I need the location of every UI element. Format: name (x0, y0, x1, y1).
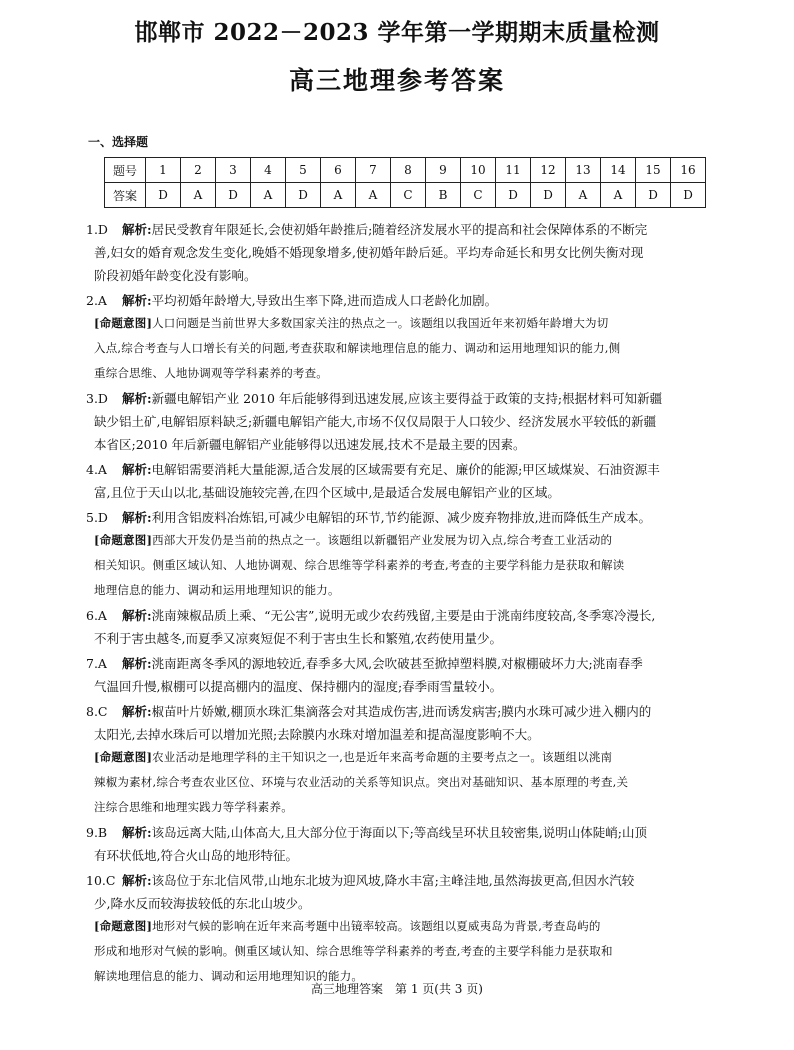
question-answer-label: 8.C (86, 704, 108, 719)
intent-text (86, 362, 716, 385)
answer-cell: D (671, 183, 706, 208)
answer-cell: A (566, 183, 601, 208)
question-number-cell: 16 (671, 158, 706, 183)
question-answer-label: 7.A (86, 656, 107, 671)
answer-item (86, 604, 716, 650)
intent-tag: [命题意图] (94, 533, 153, 547)
answer-cell: D (216, 183, 251, 208)
intent-line: 人口问题是当前世界大多数国家关注的热点之一。该题组以我国近年来初婚年龄增大为切 (152, 316, 609, 330)
section-heading: 一、选择题 (88, 135, 149, 149)
answer-cell: A (356, 183, 391, 208)
question-answer-label: 9.B (86, 825, 108, 840)
analysis-keyword: 解析: (122, 704, 152, 719)
analysis-keyword: 解析: (122, 656, 152, 671)
intent-line: 地理信息的能力、调动和运用地理知识的能力。 (94, 583, 340, 597)
answer-cell: A (181, 183, 216, 208)
answer-cell: C (391, 183, 426, 208)
question-number-cell: 5 (286, 158, 321, 183)
answer-item (86, 652, 716, 698)
question-number-cell: 10 (461, 158, 496, 183)
analysis-keyword: 解析: (122, 873, 152, 888)
analysis-text: 平均初婚年龄增大,导致出生率下降,进而造成人口老龄化加剧。 (151, 293, 498, 308)
question-answer-label: 5.D (86, 510, 108, 525)
analysis-text: 利用含铝废料冶炼铝,可减少电解铝的环节,节约能源、减少废弃物排放,进而降低生产成本。 (151, 510, 652, 525)
document-subtitle: 高三地理参考答案 (288, 66, 505, 95)
question-answer-label: 6.A (86, 608, 107, 623)
answer-item-first-line (86, 604, 716, 627)
analysis-text: 居民受教育年限延长,会使初婚年龄推后;随着经济发展水平的提高和社会保障体系的不断完 (151, 222, 648, 237)
answer-item-first-line (86, 387, 716, 410)
intent-line: 辣椒为素材,综合考查农业区位、环境与农业活动的关系等知识点。突出对基础知识、基本原理的考查,关 (94, 775, 629, 789)
answer-table-answer-row (105, 183, 706, 208)
answer-item-first-line (86, 218, 716, 241)
answer-cell: A (251, 183, 286, 208)
question-number-cell: 4 (251, 158, 286, 183)
answer-table-number-head: 题号 (105, 158, 146, 183)
analysis-keyword: 解析: (122, 462, 152, 477)
question-number-cell: 15 (636, 158, 671, 183)
question-number-cell: 6 (321, 158, 356, 183)
intent-text (86, 915, 716, 938)
analysis-text: 新疆电解铝产业 2010 年后能够得到迅速发展,应该主要得益于政策的支持;根据材料可知新疆 (151, 391, 663, 406)
page-footer: 高三地理答案 第 1 页(共 3 页) (311, 982, 483, 996)
analysis-keyword: 解析: (122, 510, 152, 525)
answer-item-first-line (86, 821, 716, 844)
analysis-text: 阶段初婚年龄变化没有影响。 (94, 268, 257, 283)
answer-item (86, 458, 716, 504)
intent-tag: [命题意图] (94, 316, 153, 330)
answer-item (86, 218, 716, 287)
intent-line: 重综合思维、人地协调观等学科素养的考查。 (94, 366, 328, 380)
answer-item-first-line (86, 506, 716, 529)
analysis-text: 缺少铝土矿,电解铝原料缺乏;新疆电解铝产能大,市场不仅仅局限于人口较少、经济发展水平较低的新疆 (94, 414, 657, 429)
question-number-cell: 8 (391, 158, 426, 183)
analysis-text: 气温回升慢,椒棚可以提高棚内的温度、保持棚内的湿度;春季雨雪量较小。 (94, 679, 503, 694)
intent-text (86, 940, 716, 963)
analysis-keyword: 解析: (122, 608, 152, 623)
analysis-text: 洮南距离冬季风的源地较近,春季多大风,会吹破甚至掀掉塑料膜,对椒棚破坏力大;洮南春季 (151, 656, 643, 671)
question-number-cell: 13 (566, 158, 601, 183)
answer-item (86, 387, 716, 456)
answer-item (86, 700, 716, 819)
analysis-text: 有环状低地,符合火山岛的地形特征。 (94, 848, 298, 863)
answer-cell: D (146, 183, 181, 208)
analysis-text: 该岛位于东北信风带,山地东北坡为迎风坡,降水丰富;主峰洼地,虽然海拔更高,但因水汽较 (151, 873, 635, 888)
question-number-cell: 12 (531, 158, 566, 183)
answer-table-number-row (105, 158, 706, 183)
answer-item (86, 821, 716, 867)
analysis-text: 椒苗叶片娇嫩,棚顶水珠汇集滴落会对其造成伤害,进而诱发病害;膜内水珠可减少进入棚内的 (151, 704, 652, 719)
intent-text (86, 554, 716, 577)
question-number-cell: 1 (146, 158, 181, 183)
analysis-text: 少,降水反而较海拔较低的东北山坡少。 (94, 896, 311, 911)
intent-text (86, 746, 716, 769)
intent-line: 地形对气候的影响在近年来高考题中出镜率较高。该题组以夏威夷岛为背景,考查岛屿的 (152, 919, 601, 933)
question-number-cell: 2 (181, 158, 216, 183)
question-number-cell: 14 (601, 158, 636, 183)
intent-text (86, 312, 716, 335)
analysis-text: 该岛远离大陆,山体高大,且大部分位于海面以下;等高线呈环状且较密集,说明山体陡峭;山顶 (151, 825, 647, 840)
question-answer-label: 2.A (86, 293, 107, 308)
answer-cell: D (496, 183, 531, 208)
answer-item (86, 506, 716, 602)
answer-item (86, 289, 716, 385)
question-answer-label: 1.D (86, 222, 108, 237)
answer-table-answer-head: 答案 (105, 183, 146, 208)
document-title: 邯郸市 2022－2023 学年第一学期期末质量检测 (134, 19, 660, 46)
answer-item-first-line (86, 289, 716, 312)
question-answer-label: 3.D (86, 391, 108, 406)
analysis-text: 不利于害虫越冬,而夏季又凉爽短促不利于害虫生长和繁殖,农药使用量少。 (94, 631, 502, 646)
answer-item-first-line (86, 652, 716, 675)
question-answer-label: 4.A (86, 462, 107, 477)
analysis-keyword: 解析: (122, 222, 152, 237)
answer-table (104, 157, 706, 208)
answer-item-first-line (86, 458, 716, 481)
answer-cell: A (321, 183, 356, 208)
answer-item-first-line (86, 700, 716, 723)
intent-line: 农业活动是地理学科的主干知识之一,也是近年来高考命题的主要考点之一。该题组以洮南 (152, 750, 613, 764)
answer-item (86, 869, 716, 988)
intent-text (86, 529, 716, 552)
question-number-cell: 7 (356, 158, 391, 183)
intent-tag: [命题意图] (94, 919, 153, 933)
answer-cell: D (286, 183, 321, 208)
question-number-cell: 11 (496, 158, 531, 183)
analysis-text: 善,妇女的婚育观念发生变化,晚婚不婚现象增多,使初婚年龄后延。平均寿命延长和男女比例失衡对现 (94, 245, 644, 260)
analysis-keyword: 解析: (122, 825, 152, 840)
answer-cell: D (531, 183, 566, 208)
analysis-text: 电解铝需要消耗大量能源,适合发展的区域需要有充足、廉价的能源;甲区域煤炭、石油资源丰 (151, 462, 660, 477)
answer-cell: C (461, 183, 496, 208)
question-number-cell: 3 (216, 158, 251, 183)
answer-cell: A (601, 183, 636, 208)
intent-text (86, 796, 716, 819)
answer-item-first-line (86, 869, 716, 892)
answer-cell: B (426, 183, 461, 208)
analysis-text: 富,且位于天山以北,基础设施较完善,在四个区域中,是最适合发展电解铝产业的区域。 (94, 485, 560, 500)
intent-line: 注综合思维和地理实践力等学科素养。 (94, 800, 293, 814)
intent-text (86, 771, 716, 794)
analysis-keyword: 解析: (122, 391, 152, 406)
intent-text (86, 579, 716, 602)
analysis-text: 洮南辣椒品质上乘、“无公害”,说明无或少农药残留,主要是由于洮南纬度较高,冬季寒冷漫长, (151, 608, 656, 623)
answer-explanations (86, 218, 716, 990)
intent-line: 解读地理信息的能力、调动和运用地理知识的能力。 (94, 969, 364, 983)
intent-line: 西部大开发仍是当前的热点之一。该题组以新疆铝产业发展为切入点,综合考查工业活动的 (152, 533, 613, 547)
intent-tag: [命题意图] (94, 750, 153, 764)
question-number-cell: 9 (426, 158, 461, 183)
intent-line: 入点,综合考查与人口增长有关的问题,考查获取和解读地理信息的能力、调动和运用地理知识的能力,侧 (94, 341, 621, 355)
analysis-keyword: 解析: (122, 293, 152, 308)
intent-line: 形成和地形对气候的影响。侧重区域认知、综合思维等学科素养的考查,考查的主要学科能力是获取和 (94, 944, 613, 958)
answer-cell: D (636, 183, 671, 208)
intent-line: 相关知识。侧重区域认知、人地协调观、综合思维等学科素养的考查,考查的主要学科能力是获取和解读 (94, 558, 625, 572)
intent-text (86, 337, 716, 360)
question-answer-label: 10.C (86, 873, 116, 888)
analysis-text: 太阳光,去掉水珠后可以增加光照;去除膜内水珠对增加温差和提高湿度影响不大。 (94, 727, 540, 742)
analysis-text: 本省区;2010 年后新疆电解铝产业能够得以迅速发展,技术不是最主要的因素。 (94, 437, 526, 452)
